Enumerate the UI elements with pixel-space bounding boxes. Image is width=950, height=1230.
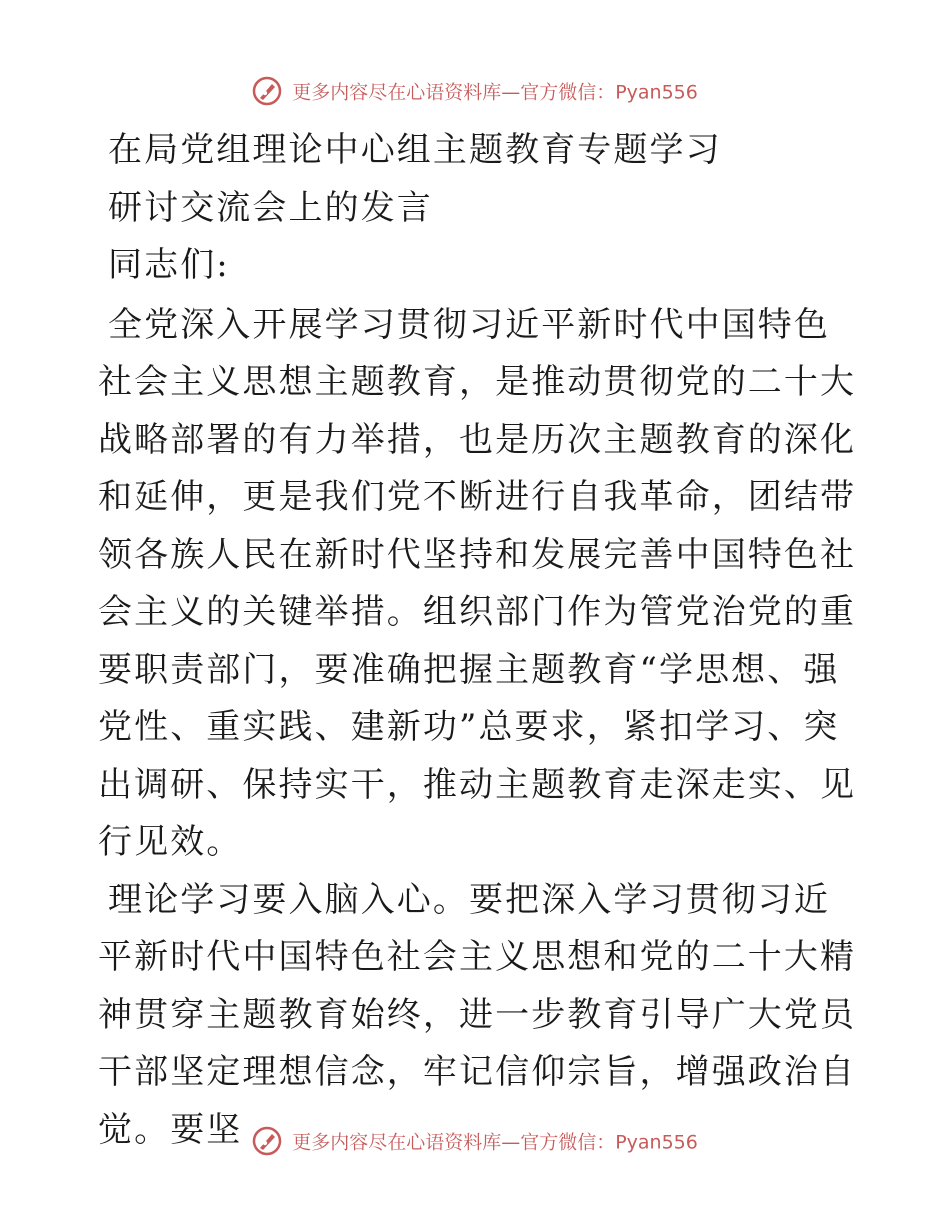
- document-title-line2: 研讨交流会上的发言: [108, 187, 433, 228]
- footer-banner-text: 更多内容尽在心语资料库—官方微信：Pyan556: [292, 1131, 698, 1154]
- quill-circle-icon: [252, 1126, 282, 1156]
- header-banner: [0, 76, 950, 106]
- header-banner-text: 更多内容尽在心语资料库—官方微信：Pyan556: [292, 81, 698, 104]
- footer-banner: [0, 1126, 950, 1156]
- greeting: 同志们:: [108, 245, 230, 285]
- document-body: [98, 122, 858, 1159]
- quill-circle-icon: [252, 76, 282, 106]
- paragraph-2: 理论学习要入脑入心。要把深入学习贯彻习近平新时代中国特色社会主义思想和党的二十大精神贯穿主题教育始终，进一步教育引导广大党员干部坚定理想信念，牢记信仰宗旨，增强政治自觉。要坚: [98, 879, 857, 1150]
- document-title-line1: 在局党组理论中心组主题教育专题学习: [108, 130, 722, 170]
- paragraph-1: 全党深入开展学习贯彻习近平新时代中国特色社会主义思想主题教育，是推动贯彻党的二十大战略部署的有力举措，也是历次主题教育的深化和延伸，更是我们党不断进行自我革命，团结带领各族人民在新时代坚持和发展完善中国特色社会主义的关键举措。组织部门作为管党治党的重要职责部门，要准确把握主题教育“学思想、强党性、重实践、建新功”总要求，紧扣学习、突出调研、保持实干，推动主题教育走深走实、见行见效。: [98, 304, 857, 862]
